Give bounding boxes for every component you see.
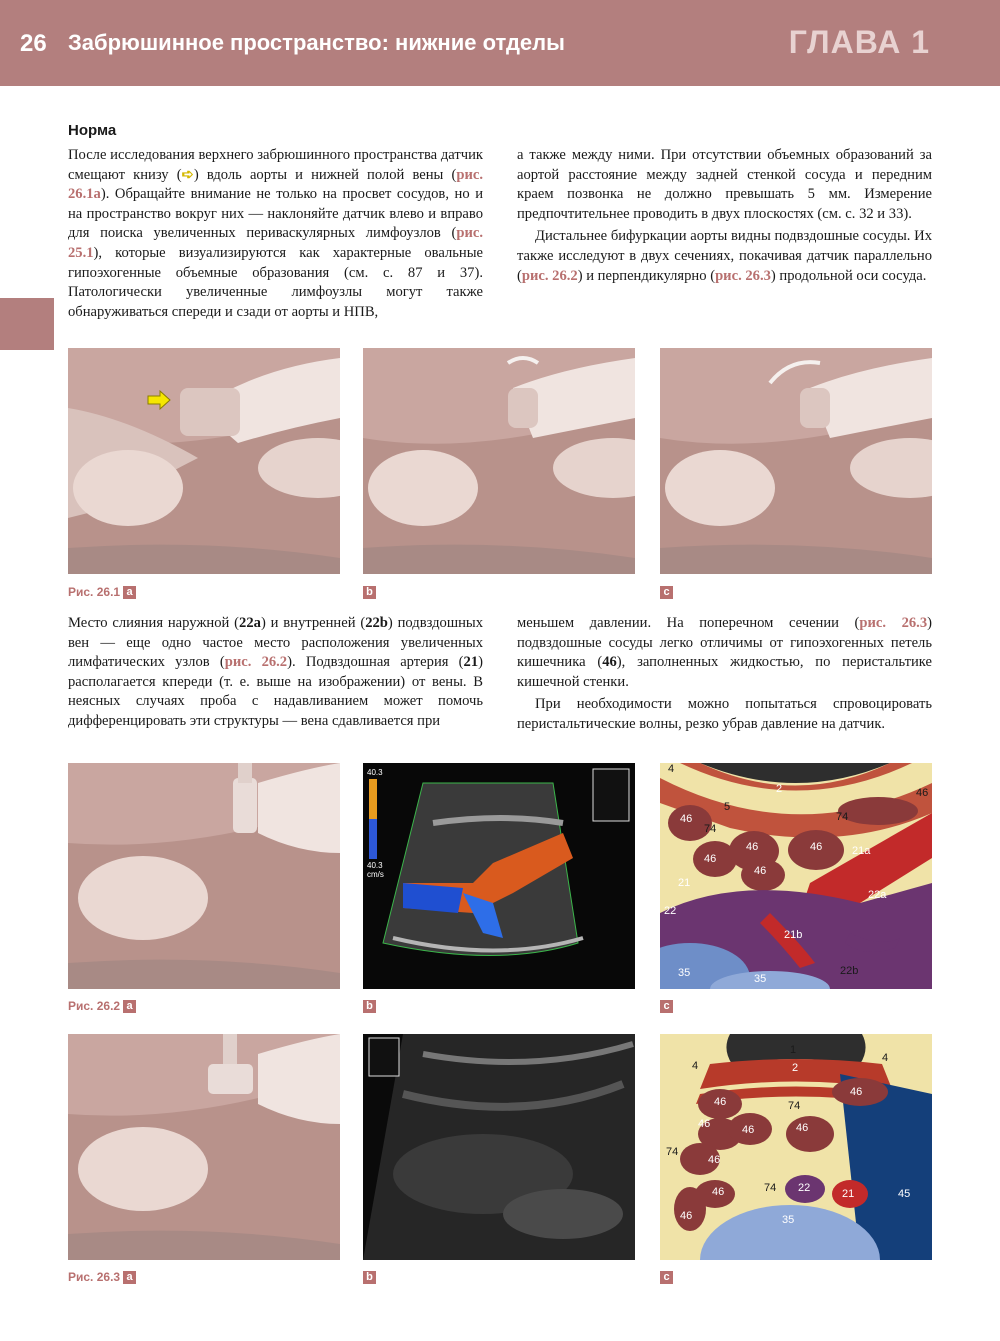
text-run: Место слияния наружной ( — [68, 615, 240, 631]
fig2-caption-text: Рис. 26.2 — [68, 999, 121, 1013]
label-46-1: 46 — [916, 787, 929, 799]
text-run: ) и перпендикулярно ( — [577, 267, 716, 284]
text-run: ) продольной оси сосуда. — [770, 267, 927, 284]
fig3a-badge: a — [123, 1271, 136, 1284]
text-run: а также между ними. При отсутствии объемных образований за аортой расстояние между задней стенкой сосуда и передним краем позвонка не должно превышать 5 мм. Измерение предпочтительнее проводить в двух плоскостях (см. с. 32 и 33). — [517, 147, 932, 222]
label-74-2: 74 — [666, 1146, 679, 1158]
label-46-2: 46 — [714, 1096, 727, 1108]
text-run: ), которые визуализируются как характерные овальные гипоэхогенные объемные образования (см. с. 87 и 37). Патологически увеличенные лимфоузлы могут также обнаруживаться спереди и сзади от аорты и НПВ, — [68, 244, 483, 320]
label-46-5: 46 — [796, 1122, 809, 1134]
label-35: 35 — [782, 1214, 795, 1226]
figure-reference: рис. 26.3 — [859, 615, 928, 631]
arrow-icon: ➪ — [181, 166, 194, 183]
text-run: ) вдоль аорты и нижней полой вены ( — [193, 166, 457, 183]
fig3-caption-text: Рис. 26.3 — [68, 1270, 121, 1284]
text1-right-paragraph-2 — [517, 227, 932, 286]
label-45: 45 — [898, 1188, 911, 1200]
fig2b-ultrasound — [363, 763, 635, 989]
text-run: ), заполненных жидкостью, по перистальтике кишечной стенки. — [517, 654, 932, 690]
text-run: После исследования верхнего забрюшинного пространства датчик смещают книзу ( — [68, 147, 483, 183]
text2-right-paragraph-1 — [517, 614, 932, 692]
fig1b-photo — [363, 348, 635, 574]
label-46-3: 46 — [704, 853, 717, 865]
fig1-caption — [68, 583, 136, 601]
fig1c-caption — [660, 583, 673, 601]
fig1b-caption — [363, 583, 376, 601]
figure-reference: рис. 25.1 — [68, 225, 483, 261]
figure-reference: рис. 26.3 — [715, 267, 771, 284]
text-run: ) располагается кпереди (т. е. выше на изображении) от вены. В неясных случаях проба с надавливанием может помочь дифференцировать эти структуры — вена сдавливается при — [68, 654, 483, 729]
label-2: 2 — [776, 783, 783, 795]
figure-reference: рис. 26.1a — [68, 166, 483, 203]
structure-number: 22b — [365, 615, 388, 631]
fig1b-badge: b — [363, 586, 376, 599]
side-tab-marker — [0, 298, 54, 350]
body-marker-icon — [593, 769, 629, 821]
fig2c-badge: c — [660, 1000, 673, 1013]
text1-left-paragraph — [68, 146, 483, 322]
label-35-2: 35 — [754, 973, 767, 985]
text-run: ). Подвздошная артерия ( — [287, 654, 464, 671]
figure-reference: рис. 26.2 — [224, 654, 288, 671]
structure-number: 46 — [602, 654, 617, 671]
fig2a-photo — [68, 763, 340, 989]
fig3b-caption — [363, 1268, 376, 1286]
chapter-label: ГЛАВА 1 — [788, 24, 930, 60]
fig3b-badge: b — [363, 1271, 376, 1284]
fig3c-diagram — [660, 1034, 932, 1260]
fig3-caption — [68, 1268, 136, 1286]
text2-right-column — [517, 614, 932, 738]
label-2: 2 — [792, 1062, 799, 1074]
label-46-7: 46 — [712, 1186, 725, 1198]
label-4: 4 — [668, 763, 675, 775]
structure-number: 22a — [239, 615, 261, 631]
label-21: 21 — [678, 877, 691, 889]
colorbar-top-label: 40.3 — [367, 768, 383, 777]
text-run: Дистальнее бифуркации аорты видны подвздошные сосуды. Их также исследуют в двух сечениях, покачивая датчик параллельно ( — [517, 228, 932, 284]
fig3c-caption — [660, 1268, 673, 1286]
label-21a: 21a — [852, 845, 871, 857]
fig2a-badge: a — [123, 1000, 136, 1013]
text1-right-column — [517, 146, 932, 289]
structure-number: 21 — [463, 654, 479, 671]
label-46-1: 46 — [850, 1086, 863, 1098]
label-46-2: 46 — [680, 813, 693, 825]
label-46-5: 46 — [754, 865, 767, 877]
fig1c-badge: c — [660, 586, 673, 599]
label-4-2: 4 — [882, 1052, 889, 1064]
text-run: меньшем давлении. На поперечном сечении ( — [517, 615, 860, 631]
text1-right-paragraph-1 — [517, 146, 932, 224]
label-22: 22 — [664, 905, 677, 917]
text-run: ) подвздошные сосуды легко отличимы от гипоэхогенных петель кишечника ( — [517, 615, 932, 671]
label-74-1: 74 — [704, 823, 717, 835]
fig2b-caption — [363, 997, 376, 1015]
text-run: ) и внутренней ( — [260, 615, 366, 631]
section-heading: Норма — [68, 122, 117, 139]
label-22a: 22a — [868, 889, 887, 901]
fig3a-photo — [68, 1034, 340, 1260]
label-46-3: 46 — [698, 1118, 711, 1130]
label-22: 22 — [798, 1182, 811, 1194]
label-46-8: 46 — [680, 1210, 693, 1222]
label-4-1: 4 — [692, 1060, 699, 1072]
label-22b: 22b — [840, 965, 859, 977]
label-74-2: 74 — [836, 811, 849, 823]
page-header — [0, 0, 1000, 86]
running-title: Забрюшинное пространство: нижние отделы — [68, 30, 565, 55]
text2-left-paragraph — [68, 614, 483, 732]
fig1c-photo — [660, 348, 932, 574]
fig2c-caption — [660, 997, 673, 1015]
fig2c-diagram — [660, 763, 932, 989]
fig3b-ultrasound — [363, 1034, 635, 1260]
text-run: ) подвздошных вен — еще одно частое место расположения увеличенных лимфатических узлов ( — [68, 615, 483, 671]
label-21: 21 — [842, 1188, 855, 1200]
colorbar-unit-label: cm/s — [367, 870, 384, 879]
text1-left-column — [68, 146, 483, 325]
fig2-caption — [68, 997, 136, 1015]
label-46-6: 46 — [810, 841, 823, 853]
fig1a-badge: a — [123, 586, 136, 599]
label-5: 5 — [724, 801, 731, 813]
label-74-3: 74 — [764, 1182, 777, 1194]
fig2b-badge: b — [363, 1000, 376, 1013]
text2-left-column — [68, 614, 483, 735]
figure-reference: рис. 26.2 — [521, 267, 578, 284]
text-run: ). Обращайте внимание не только на просвет сосудов, но и на пространство вокруг них — наклоняйте датчик влево и вправо для поиска увеличенных периваскулярных лимфоузлов ( — [68, 186, 483, 242]
fig1a-photo — [68, 348, 340, 574]
label-35-1: 35 — [678, 967, 691, 979]
label-74-1: 74 — [788, 1100, 801, 1112]
colorbar-bottom-label: 40.3 — [367, 861, 383, 870]
label-46-6: 46 — [708, 1154, 721, 1166]
label-1: 1 — [790, 1044, 797, 1056]
text-run: При необходимости можно попытаться спровоцировать перистальтические волны, резко убрав давление на датчик. — [517, 696, 932, 732]
label-46-4: 46 — [742, 1124, 755, 1136]
fig1-caption-text: Рис. 26.1 — [68, 585, 121, 599]
page-number: 26 — [20, 30, 47, 57]
body-marker-icon — [369, 1038, 399, 1076]
fig3c-badge: c — [660, 1271, 673, 1284]
text2-right-paragraph-2 — [517, 695, 932, 734]
label-46-4: 46 — [746, 841, 759, 853]
label-21b: 21b — [784, 929, 803, 941]
